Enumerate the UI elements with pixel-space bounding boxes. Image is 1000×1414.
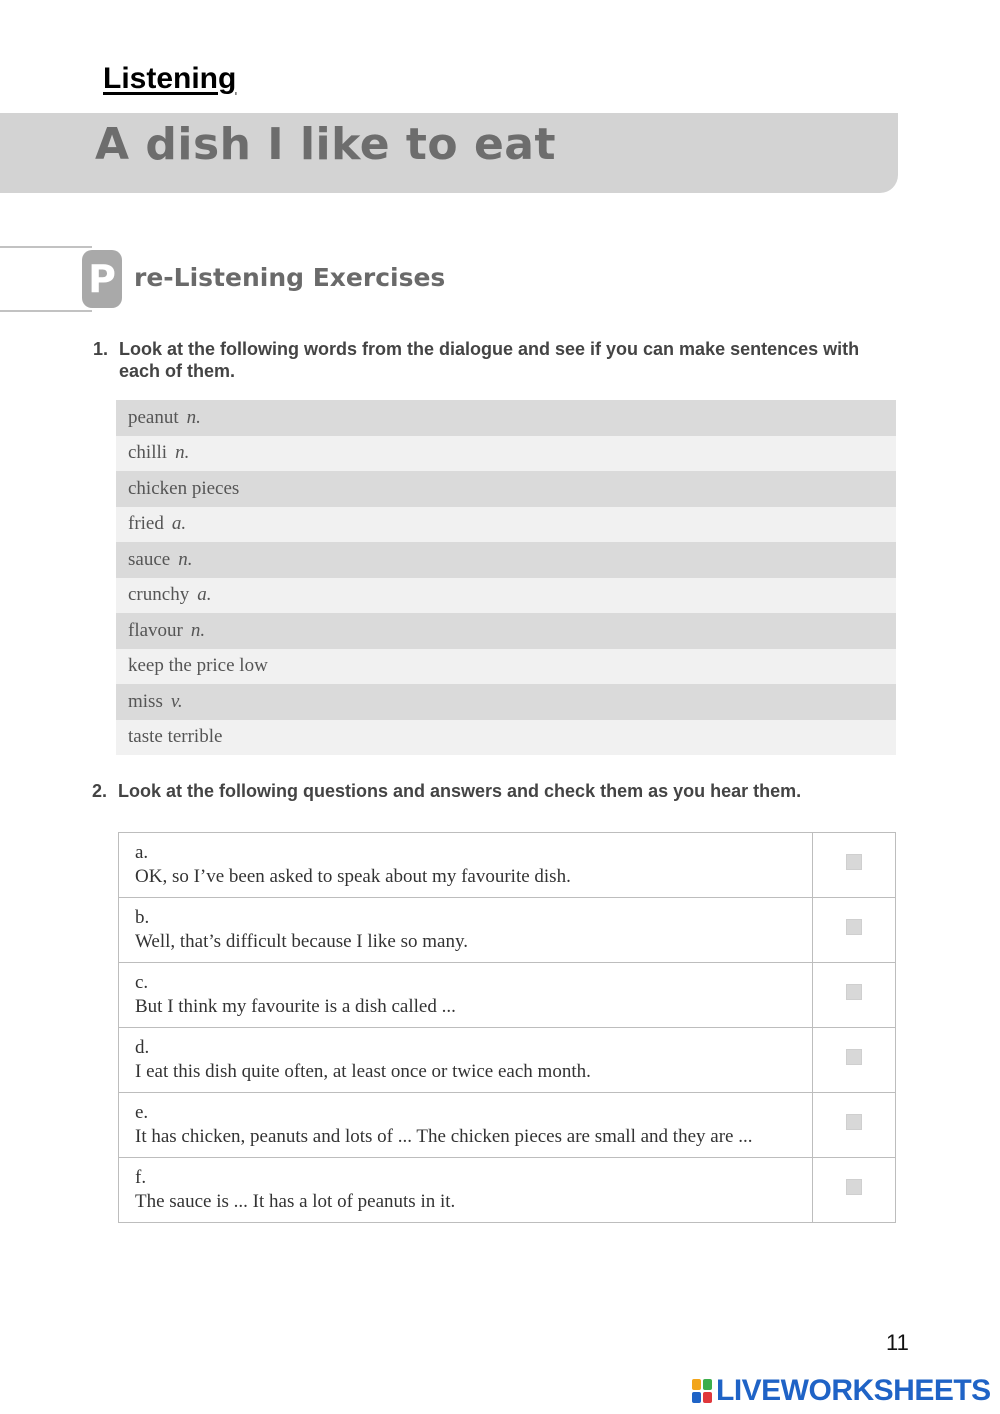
table-row [119,1093,896,1158]
vocab-word: keep the price low [128,655,268,677]
exercise-1-text: Look at the following words from the dialogue and see if you can make sentences with each of them. [119,339,860,381]
vocab-word: crunchy [128,584,190,606]
vocab-pos: a. [197,584,212,606]
vocab-word: peanut [128,406,179,428]
listening-heading: Listening [103,62,237,95]
item-text: The sauce is ... It has a lot of peanuts in it. [135,1191,456,1212]
question-cell [119,1093,813,1158]
check-box[interactable] [846,1179,862,1195]
page-number: 11 [886,1330,909,1355]
vocab-word: fried [128,513,164,535]
page-title: A dish I like to eat [95,119,557,170]
question-cell [119,1158,813,1223]
item-letter: d. [135,1037,150,1058]
item-letter: e. [135,1102,149,1123]
check-box[interactable] [846,984,862,1000]
vocab-row [116,400,896,436]
check-box[interactable] [846,854,862,870]
liveworksheets-wordmark: LIVEWORKSHEETS [716,1374,991,1407]
question-cell [119,898,813,963]
table-row [119,833,896,898]
item-letter: f. [135,1167,147,1188]
checkbox-cell [813,1028,896,1093]
vocab-row [116,471,896,507]
table-row [119,898,896,963]
table-row [119,963,896,1028]
vocab-word: flavour [128,619,183,641]
table-row [119,1158,896,1223]
item-text: It has chicken, peanuts and lots of ... The chicken pieces are small and they are ... [135,1126,753,1147]
section-band [0,246,92,312]
question-cell [119,833,813,898]
vocab-row [116,578,896,614]
checkbox-cell [813,1158,896,1223]
item-text: Well, that’s difficult because I like so many. [135,931,468,952]
liveworksheets-logo[interactable] [692,1374,991,1408]
vocab-row [116,613,896,649]
checkbox-cell [813,898,896,963]
item-text: OK, so I’ve been asked to speak about my favourite dish. [135,866,571,887]
vocabulary-list [116,400,896,755]
table-row [119,1028,896,1093]
vocab-row [116,720,896,756]
exercise-2-text: Look at the following questions and answers and check them as you hear them. [118,781,802,801]
vocab-row [116,436,896,472]
exercise-2-instruction [92,780,897,802]
vocab-pos: n. [175,442,190,464]
exercise-2-number: 2. [92,781,108,801]
vocab-word: sauce [128,548,171,570]
item-letter: c. [135,972,149,993]
vocab-pos: n. [178,548,193,570]
vocab-pos: n. [186,406,201,428]
item-text: I eat this dish quite often, at least once or twice each month. [135,1061,591,1082]
vocab-word: chilli [128,442,168,464]
checkbox-cell [813,1093,896,1158]
check-box[interactable] [846,919,862,935]
item-letter: b. [135,907,150,928]
check-box[interactable] [846,1049,862,1065]
vocab-row [116,507,896,543]
liveworksheets-icon [692,1379,712,1403]
section-badge: P [82,250,122,308]
exercise-1-number: 1. [93,339,109,359]
vocab-pos: a. [171,513,187,535]
vocab-row [116,542,896,578]
vocab-pos: n. [190,619,206,641]
vocab-word: chicken pieces [128,477,240,499]
vocab-row [116,684,896,720]
question-cell [119,1028,813,1093]
exercise-1-instruction [93,338,898,382]
vocab-pos: v. [170,690,183,712]
question-cell [119,963,813,1028]
vocab-word: taste terrible [128,726,223,748]
check-table [118,832,896,1223]
checkbox-cell [813,963,896,1028]
vocab-word: miss [128,690,163,712]
check-box[interactable] [846,1114,862,1130]
section-title: re-Listening Exercises [134,263,446,292]
checkbox-cell [813,833,896,898]
item-text: But I think my favourite is a dish called ... [135,996,456,1017]
vocab-row [116,649,896,685]
item-letter: a. [135,842,149,863]
